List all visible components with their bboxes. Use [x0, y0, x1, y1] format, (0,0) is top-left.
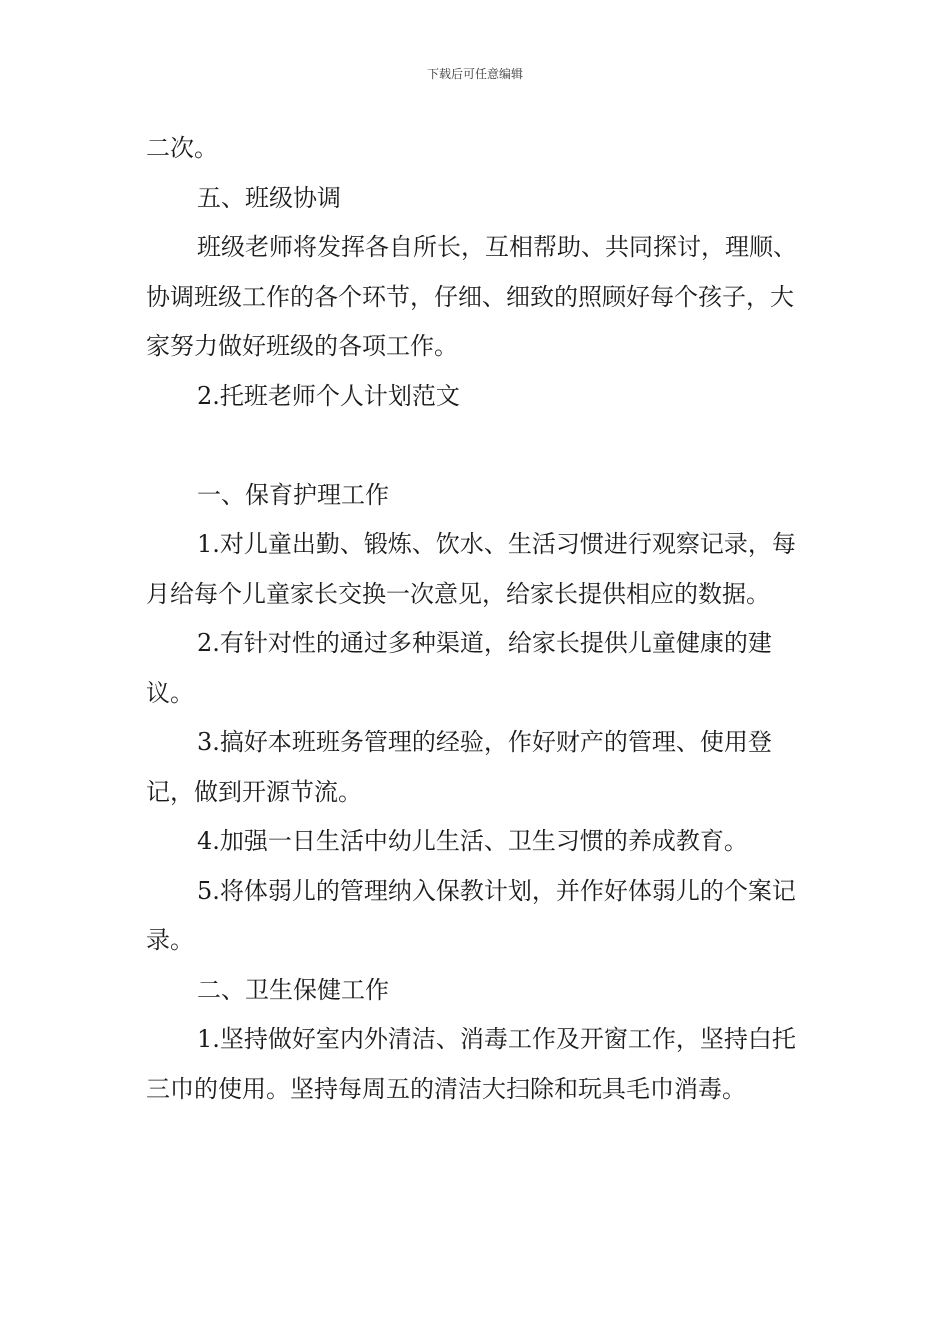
section-heading-class-coordination: 五、班级协调 — [197, 183, 341, 212]
article-title: 2.托班老师个人计划范文 — [197, 381, 460, 410]
section-heading-care-work: 一、保育护理工作 — [197, 480, 389, 509]
list-item-2: 2.有针对性的通过多种渠道，给家长提供儿童健康的建议。 — [146, 629, 772, 707]
document-body — [146, 124, 806, 1114]
list-item-4: 4.加强一日生活中幼儿生活、卫生习惯的养成教育。 — [197, 827, 748, 855]
list-item-3: 3.搞好本班班务管理的经验，作好财产的管理、使用登记，做到开源节流。 — [146, 728, 772, 806]
section-heading-hygiene-work: 二、卫生保健工作 — [197, 975, 389, 1004]
blank-line — [146, 421, 806, 471]
list-item-5: 5.将体弱儿的管理纳入保教计划，并作好体弱儿的个案记录。 — [146, 876, 796, 954]
list-item-1: 1.对儿童出勤、锻炼、饮水、生活习惯进行观察记录，每月给每个儿童家长交换一次意见，给家长提供相应的数据。 — [146, 530, 796, 608]
paragraph-class-coordination: 班级老师将发挥各自所长，互相帮助、共同探讨，理顺、协调班级工作的各个环节，仔细、细致的照顾好每个孩子，大家努力做好班级的各项工作。 — [146, 233, 797, 360]
hygiene-item-1: 1.坚持做好室内外清洁、消毒工作及开窗工作，坚持白托三巾的使用。坚持每周五的清洁大扫除和玩具毛巾消毒。 — [146, 1025, 796, 1103]
page-header: 下载后可任意编辑 — [426, 67, 523, 81]
paragraph-continuation: 二次。 — [146, 134, 218, 162]
